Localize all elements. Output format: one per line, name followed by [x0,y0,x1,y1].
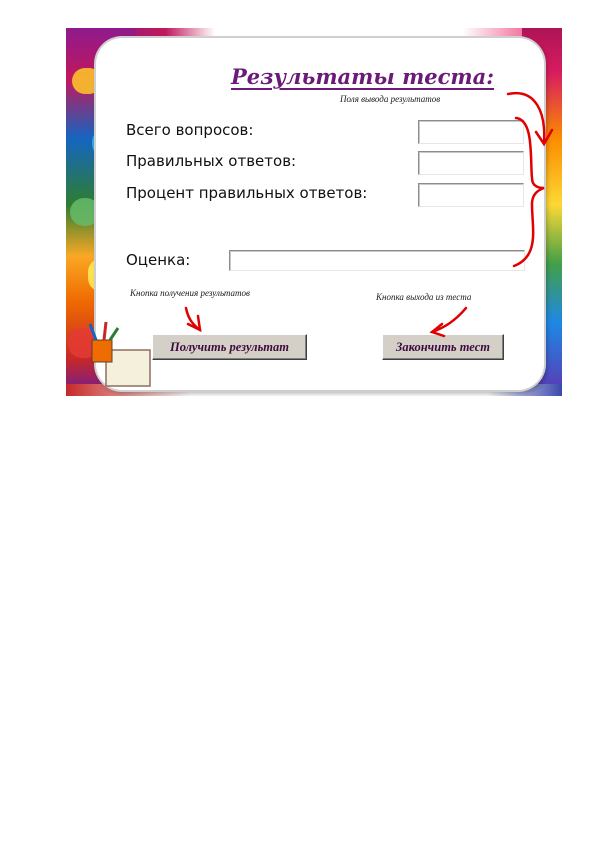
annotation-output-fields: Поля вывода результатов [340,94,441,104]
pencil-cup-icon [66,28,562,396]
total-questions-label: Всего вопросов: [126,121,254,139]
percent-correct-label: Процент правильных ответов: [126,184,368,202]
annotation-exit-button: Кнопка выхода из теста [376,292,472,302]
finish-test-button[interactable]: Закончить тест [382,334,504,360]
grade-label: Оценка: [126,251,191,269]
get-result-button[interactable]: Получить результат [152,334,307,360]
correct-answers-label: Правильных ответов: [126,152,297,170]
page-title: Результаты теста: [231,64,495,89]
test-results-slide [66,28,562,396]
annotation-get-result-button: Кнопка получения результатов [130,288,250,298]
